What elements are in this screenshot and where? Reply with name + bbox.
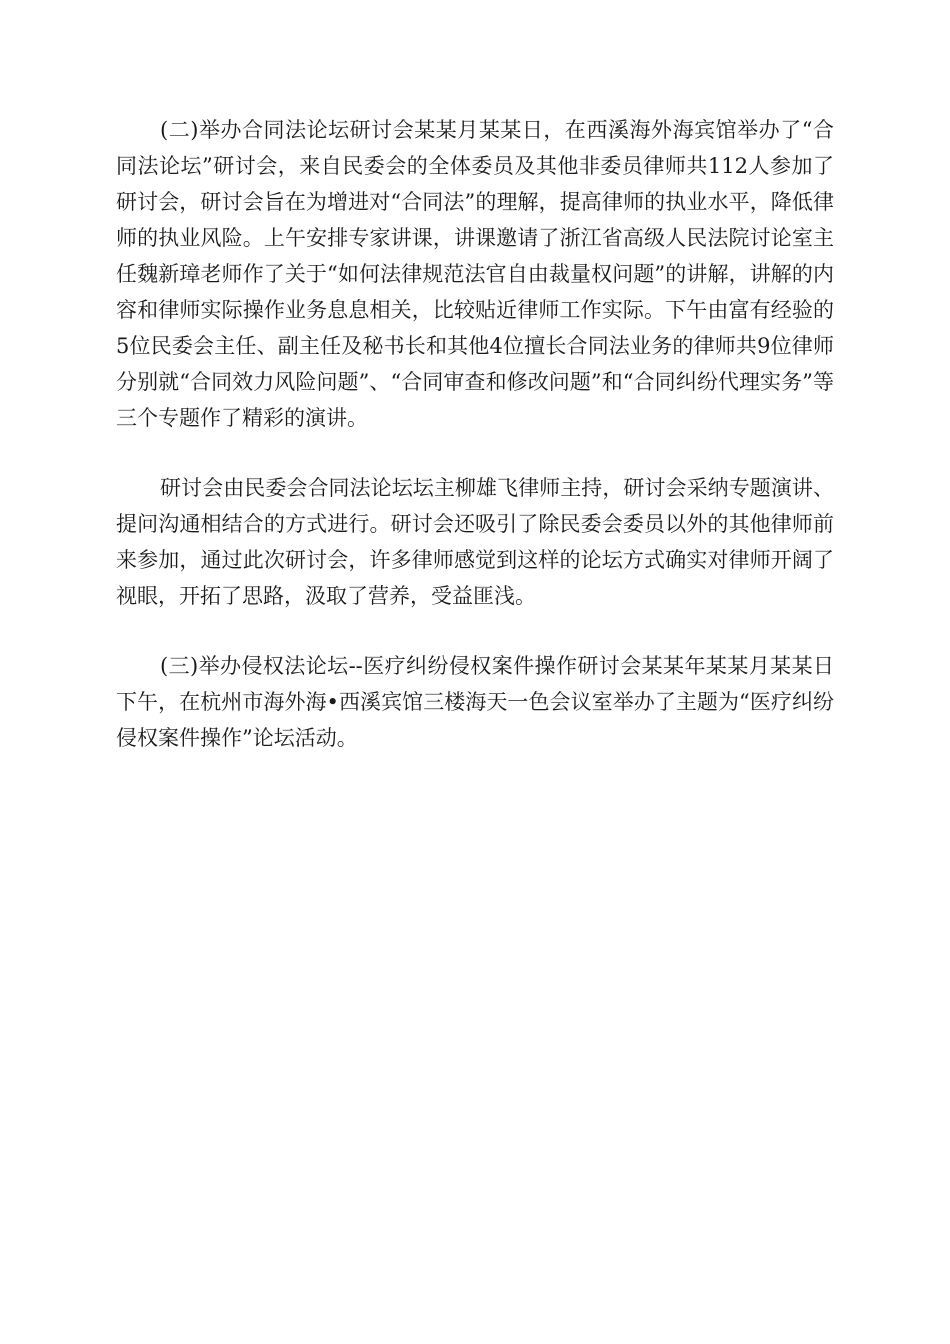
document-body — [116, 112, 834, 756]
paragraph-contract-law-forum: (二)举办合同法论坛研讨会某某月某某日，在西溪海外海宾馆举办了“合同法论坛”研讨会，来自民委会的全体委员及其他非委员律师共112人参加了研讨会，研讨会旨在为增进对“合同法”的理解，提高律师的执业水平，降低律师的执业风险。上午安排专家讲课，讲课邀请了浙江省高级人民法院讨论室主任魏新璋老师作了关于“如何法律规范法官自由裁量权问题”的讲解，讲解的内容和律师实际操作业务息息相关，比较贴近律师工作实际。下午由富有经验的5位民委会主任、副主任及秘书长和其他4位擅长合同法业务的律师共9位律师分别就“合同效力风险问题”、“合同审查和修改问题”和“合同纠纷代理实务”等三个专题作了精彩的演讲。 — [116, 118, 834, 430]
paragraph-tort-law-forum: (三)举办侵权法论坛--医疗纠纷侵权案件操作研讨会某某年某某月某某日下午，在杭州市海外海•西溪宾馆三楼海天一色会议室举办了主题为“医疗纠纷侵权案件操作”论坛活动。 — [116, 654, 834, 750]
paragraph-seminar-summary: 研讨会由民委会合同法论坛坛主柳雄飞律师主持，研讨会采纳专题演讲、提问沟通相结合的方式进行。研讨会还吸引了除民委会委员以外的其他律师前来参加，通过此次研讨会，许多律师感觉到这样的论坛方式确实对律师开阔了视眼，开拓了思路，汲取了营养，受益匪浅。 — [116, 476, 834, 608]
